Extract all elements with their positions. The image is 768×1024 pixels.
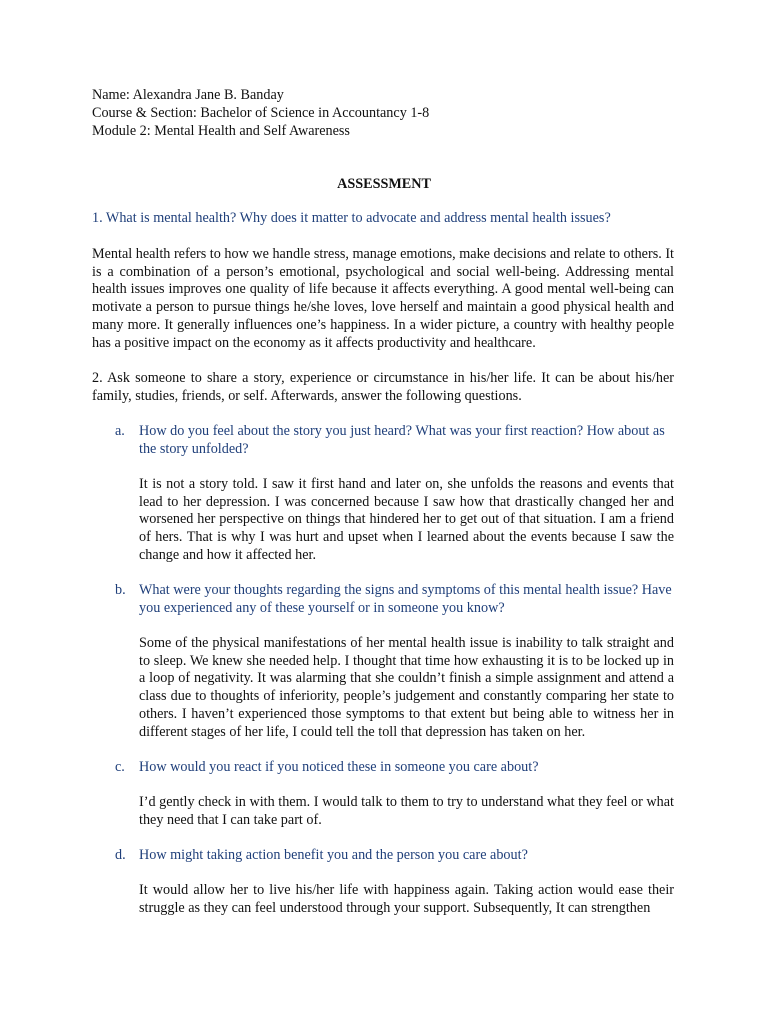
item-a-question: How do you feel about the story you just heard? What was your first reaction? How about as the story unfolded? xyxy=(139,423,665,457)
item-c-answer: I’d gently check in with them. I would talk to them to try to understand what they feel or what they need that I can take part of. xyxy=(139,794,674,828)
module-title: Module 2: Mental Health and Self Awareness xyxy=(92,123,350,139)
item-c-question: How would you react if you noticed these in someone you care about? xyxy=(139,759,539,775)
course-section: Course & Section: Bachelor of Science in Accountancy 1-8 xyxy=(92,105,430,121)
question-2-instruction: 2. Ask someone to share a story, experience or circumstance in his/her life. It can be about his/her family, studies, friends, or self. Afterwards, answer the following questions. xyxy=(92,370,674,404)
document-header xyxy=(92,86,429,140)
student-name: Name: Alexandra Jane B. Banday xyxy=(92,87,284,103)
item-b-answer: Some of the physical manifestations of her mental health issue is inability to talk straight and to sleep. We knew she needed help. I thought that time how exhausting it is to be locked up in a loop of negativity. It was alarming that she couldn’t finish a simple assignment and attend a class due to thoughts of inferiority, people’s judgement and constantly comparing her state to others. I haven’t experienced those symptoms to that extent but being able to witness her in different stages of her life, I could tell the toll that depression has taken on her. xyxy=(139,635,674,740)
item-b-question: What were your thoughts regarding the signs and symptoms of this mental health issue? Have you experienced any of these yourself or in someone you know? xyxy=(139,582,672,616)
item-b-marker: b. xyxy=(115,582,126,598)
item-a-marker: a. xyxy=(115,423,125,439)
item-c-marker: c. xyxy=(115,759,125,775)
item-d-marker: d. xyxy=(115,847,126,863)
question-1: 1. What is mental health? Why does it matter to advocate and address mental health issues? xyxy=(92,210,611,226)
item-a-answer: It is not a story told. I saw it first hand and later on, she unfolds the reasons and events that lead to her depression. I was concerned because I saw how that drastically changed her and worsened her perspective on things that hindered her to get out of that situation. I am a friend of hers. That is why I was hurt and upset when I learned about the events because I saw the change and how it affected her. xyxy=(139,476,674,563)
answer-1: Mental health refers to how we handle stress, manage emotions, make decisions and relate to others. It is a combination of a person’s emotional, psychological and social well-being. Addressing mental health issues improves one quality of life because it affects everything. A good mental well-being can motivate a person to pursue things he/she loves, love herself and maintain a good physical health and many more. It generally influences one’s happiness. In a wider picture, a country with healthy people has a positive impact on the economy as it affects productivity and healthcare. xyxy=(92,246,674,351)
assessment-title: ASSESSMENT xyxy=(337,176,431,192)
item-d-question: How might taking action benefit you and the person you care about? xyxy=(139,847,528,863)
item-d-answer: It would allow her to live his/her life with happiness again. Taking action would ease their struggle as they can feel understood through your support. Subsequently, It can strengthen xyxy=(139,882,674,916)
